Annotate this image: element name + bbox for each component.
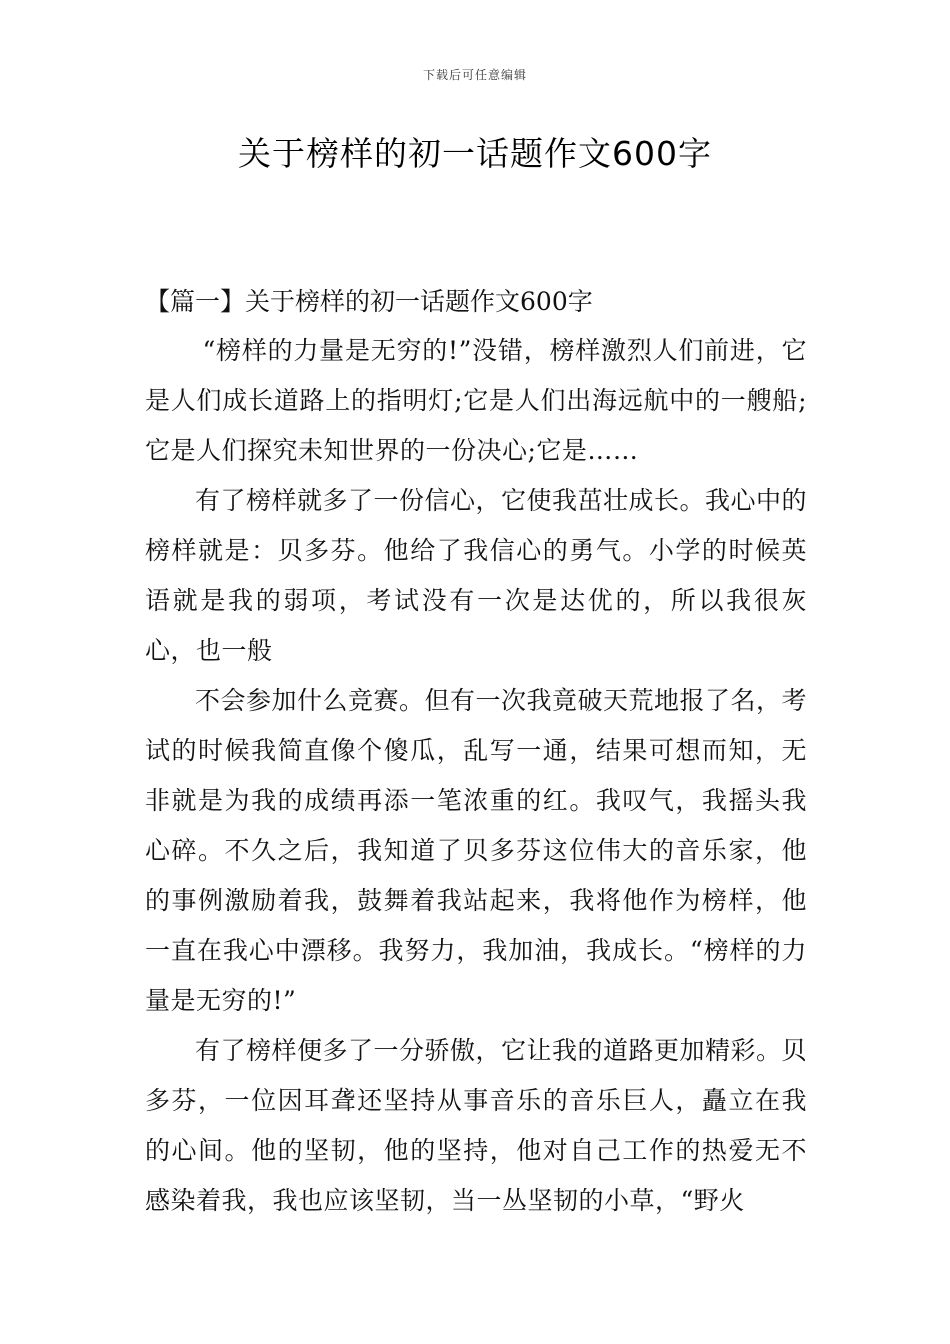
section-heading: 【篇一】关于榜样的初一话题作文600字 bbox=[145, 287, 593, 316]
header-note: 下载后可任意编辑 bbox=[422, 68, 527, 82]
paragraph-3: 不会参加什么竞赛。但有一次我竟破天荒地报了名，考试的时候我简直像个傻瓜，乱写一通，结果可想而知，无非就是为我的成绩再添一笔浓重的红。我叹气，我摇头我心碎。不久之后，我知道了贝多芬这位伟大的音乐家，他的事例激励着我，鼓舞着我站起来，我将他作为榜样，他一直在我心中漂移。我努力，我加油，我成长。“榜样的力量是无穷的!” bbox=[145, 686, 808, 1015]
paragraph-2: 有了榜样就多了一份信心，它使我茁壮成长。我心中的榜样就是：贝多芬。他给了我信心的勇气。小学的时候英语就是我的弱项，考试没有一次是达优的，所以我很灰心，也一般 bbox=[145, 486, 808, 665]
paragraph-4: 有了榜样便多了一分骄傲，它让我的道路更加精彩。贝多芬，一位因耳聋还坚持从事音乐的音乐巨人，矗立在我的心间。他的坚韧，他的坚持，他对自己工作的热爱无不感染着我，我也应该坚韧，当一丛坚韧的小草，“野火 bbox=[145, 1036, 808, 1215]
paragraph-1: “榜样的力量是无穷的!”没错，榜样激烈人们前进，它是人们成长道路上的指明灯;它是人们出海远航中的一艘船;它是人们探究未知世界的一份决心;它是…… bbox=[145, 336, 807, 465]
document-body bbox=[145, 278, 807, 1226]
document-title: 关于榜样的初一话题作文600字 bbox=[238, 134, 712, 173]
